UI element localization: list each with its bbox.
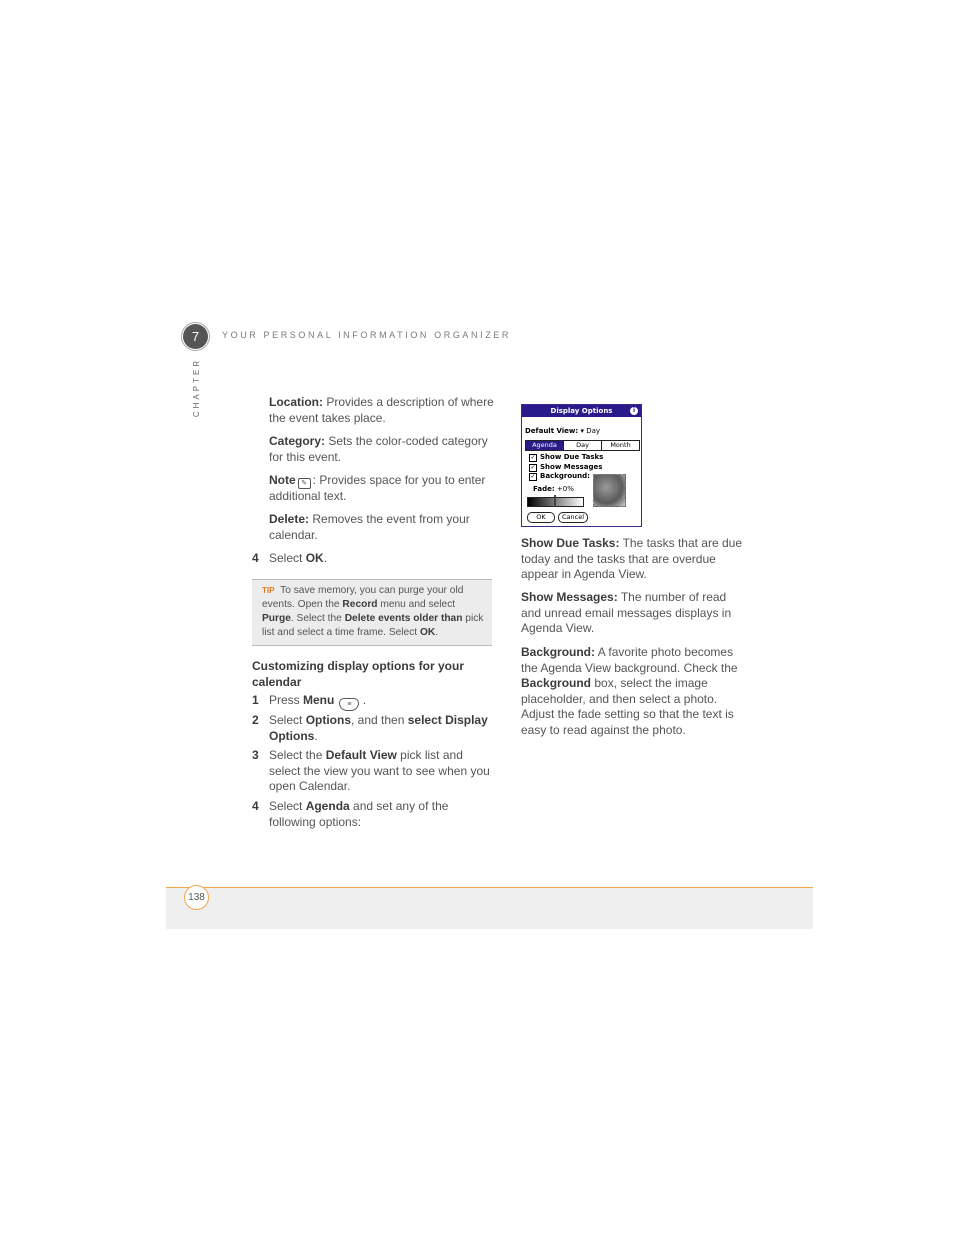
info-icon[interactable]: i (630, 407, 638, 415)
fade-readout: Fade: +0% (533, 485, 574, 493)
dialog-title: Display Options (522, 405, 641, 417)
page-number: 138 (184, 885, 209, 910)
category-definition: Category: Sets the color-coded category for this event. (269, 434, 488, 464)
footer-rule (166, 887, 813, 888)
background-checkbox[interactable]: ✓ Background: (530, 472, 590, 480)
step-select-agenda: 4 Select Agenda and set any of the following options: (252, 799, 449, 829)
running-header: YOUR PERSONAL INFORMATION ORGANIZER (222, 330, 512, 340)
show-messages-definition: Show Messages: The number of read and unread email messages displays in Agenda View. (521, 590, 732, 635)
show-messages-checkbox[interactable]: ✓ Show Messages (530, 463, 603, 471)
tab-day[interactable]: Day (564, 441, 602, 450)
ok-button[interactable]: OK (527, 512, 555, 523)
display-options-screenshot (521, 404, 642, 527)
footer-band (166, 888, 813, 929)
tip-text: TIP To save memory, you can purge your old events. Open the Record menu and select Purge. Select the Delete events older than pick list and select a time frame. Select OK. (262, 585, 484, 638)
delete-definition: Delete: Removes the event from your calendar. (269, 512, 470, 542)
dropdown-triangle-icon[interactable]: ▾ (580, 427, 584, 435)
default-view-picklist[interactable]: Day (586, 427, 601, 435)
default-view-row: Default View: ▾ Day (525, 427, 601, 435)
chapter-number-badge: 7 (183, 324, 208, 349)
step-press-menu: 1 Press Menu ≡ . (252, 693, 497, 709)
step-select-ok: 4 Select OK. (252, 551, 328, 565)
background-photo-placeholder[interactable] (593, 474, 626, 507)
tip-label: TIP (262, 586, 275, 595)
location-definition: Location: Provides a description of where the event takes place. (269, 395, 494, 425)
note-definition: Note ✎ : Provides space for you to enter additional text. (269, 473, 486, 503)
show-due-tasks-definition: Show Due Tasks: The tasks that are due today and the tasks that are overdue appear in Agenda View. (521, 536, 742, 581)
show-due-tasks-checkbox[interactable]: ✓ Show Due Tasks (530, 453, 604, 461)
chapter-label: CHAPTER (192, 357, 201, 418)
checkmark-icon: ✓ (530, 454, 536, 461)
view-tabs (525, 440, 640, 451)
note-icon: ✎ (298, 478, 311, 489)
tip-box (252, 579, 492, 646)
section-subheading: Customizing display options for your calendar (252, 659, 465, 689)
tab-agenda[interactable]: Agenda (526, 441, 564, 450)
tab-month[interactable]: Month (610, 441, 631, 449)
checkmark-icon: ✓ (530, 464, 536, 471)
step-select-options: 2 Select Options, and then select Display Options. (252, 713, 488, 743)
menu-key-icon: ≡ (339, 698, 359, 711)
background-definition: Background: A favorite photo becomes the Agenda View background. Check the Background box, select the image placeholder, and then select a photo. Adjust the fade setting so that the text is easy to read against the photo. (521, 645, 738, 737)
checkmark-icon: ✓ (530, 473, 536, 480)
cancel-button[interactable]: Cancel (558, 512, 588, 523)
fade-slider-handle[interactable] (554, 495, 556, 507)
step-default-view: 3 Select the Default View pick list and select the view you want to see when you open Calendar. (252, 748, 490, 793)
